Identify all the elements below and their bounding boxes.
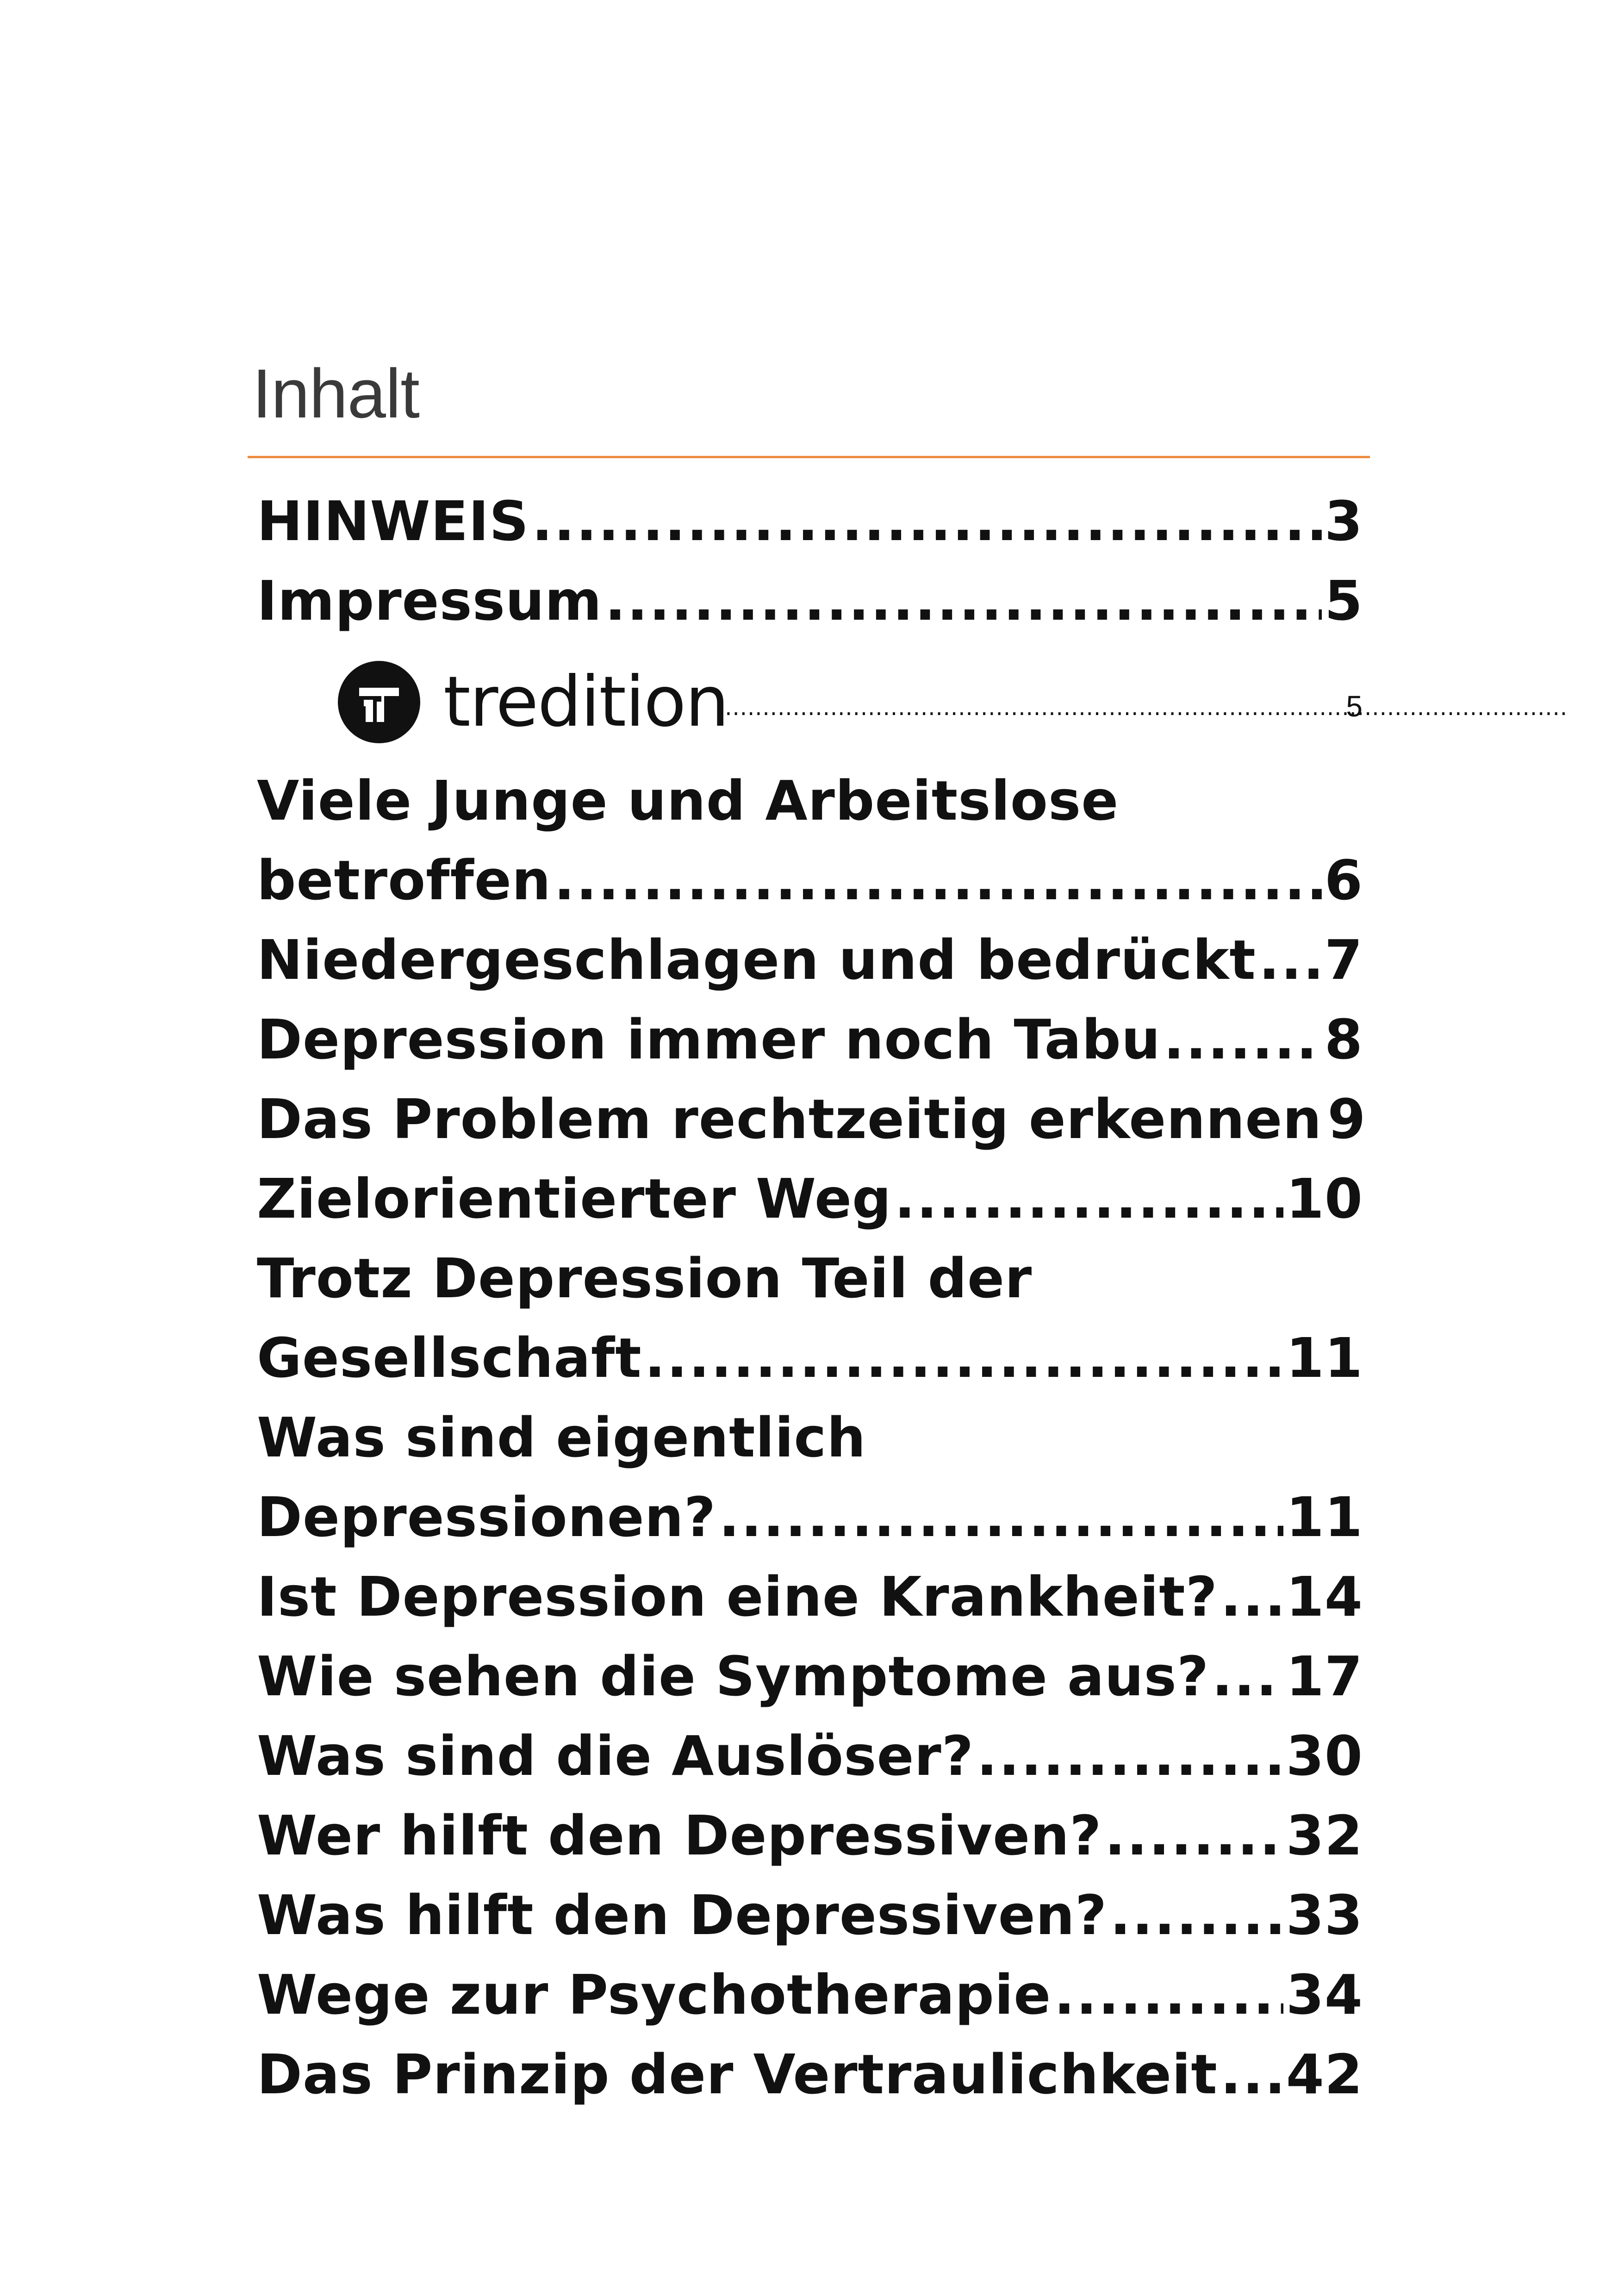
toc-entry-line2 [257,1477,1363,1557]
toc-heading: Inhalt [252,355,419,432]
toc-entry-title-line1: Viele Junge und Arbeitslose [257,769,1119,833]
toc-entry-title: Wie sehen die Symptome aus? [257,1644,1209,1708]
toc-entry-zielorientierter-weg[interactable] [257,1159,1363,1238]
dot-leader [1105,1796,1283,1875]
toc-entry-symptome[interactable] [257,1636,1363,1716]
dot-leader [1110,1875,1283,1955]
toc-entry-page: 14 [1286,1565,1363,1629]
toc-entry-page: 11 [1286,1485,1363,1549]
toc-entry-page: 10 [1286,1167,1363,1231]
toc-entry-title: Was sind die Auslöser? [257,1724,974,1788]
toc-entry-gesellschaft[interactable] [257,1238,1363,1398]
toc-entry-title: Zielorientierter Weg [257,1167,892,1231]
dot-leader [1220,1557,1283,1636]
toc-entry-impressum[interactable] [257,561,1363,641]
toc-entry-title-line2: Depressionen? [257,1485,716,1549]
toc-entry-page: 32 [1286,1804,1363,1867]
toc-entry-ausloeser[interactable] [257,1716,1363,1796]
toc-entry-line2 [257,840,1363,920]
toc-entry-title: Niedergeschlagen und bedrückt [257,928,1256,992]
toc-entry-page: 11 [1286,1326,1363,1390]
dot-leader [977,1716,1283,1796]
toc-entry-was-hilft[interactable] [257,1875,1363,1955]
dot-leader [894,1159,1283,1238]
toc-entry-hinweis[interactable] [257,481,1363,561]
dot-leader [645,1318,1283,1398]
toc-entry-title: Das Problem rechtzeitig erkennen [257,1087,1322,1151]
toc-entry-wer-hilft[interactable] [257,1796,1363,1875]
tredition-logo-text: tredition [443,662,728,742]
toc-entry-viele-junge[interactable] [257,761,1363,920]
toc-entry-page: 30 [1286,1724,1363,1788]
toc-entry-title: Depression immer noch Tabu [257,1008,1161,1071]
dot-leader [717,694,1569,722]
toc-entry-page: 33 [1286,1883,1363,1947]
toc-entry-title-line1: Was sind eigentlich [257,1406,866,1469]
dot-leader [1259,920,1322,1000]
toc-entry-line2 [257,1318,1363,1398]
toc-entry-title: Was hilft den Depressiven? [257,1883,1108,1947]
dot-leader [554,840,1322,920]
toc-entry-title-line2: Gesellschaft [257,1326,642,1390]
dot-leader [1212,1636,1283,1716]
tredition-logo-icon [338,661,420,743]
toc-entry-depressionen[interactable] [257,1398,1363,1557]
toc-entry-problem-erkennen[interactable] [257,1079,1366,1159]
toc-entry-page: 34 [1286,1963,1363,2027]
toc-entry-tredition[interactable] [257,641,1363,761]
toc-entry-title-line1: Trotz Depression Teil der [257,1246,1033,1310]
toc-entry-title: Das Prinzip der Vertraulichkeit [257,2042,1218,2106]
dot-leader [1054,1955,1283,2035]
toc-entry-page: 42 [1286,2042,1363,2106]
toc-entry-psychotherapie[interactable] [257,1955,1363,2035]
toc-entry-page: 5 [1346,690,1363,723]
dot-leader [532,481,1322,561]
tredition-logo [338,658,728,746]
dot-leader [1220,2035,1283,2114]
dot-leader [1164,1000,1322,1079]
table-of-contents [257,481,1366,2114]
toc-entry-title: Impressum [257,569,602,633]
toc-entry-page: 6 [1324,848,1363,912]
toc-entry-vertraulichkeit[interactable] [257,2035,1363,2114]
toc-entry-page: 8 [1324,1008,1363,1071]
heading-divider [248,456,1370,458]
toc-entry-page: 17 [1286,1644,1363,1708]
toc-entry-krankheit[interactable] [257,1557,1363,1636]
toc-entry-page: 7 [1324,928,1363,992]
toc-entry-title: Wege zur Psychotherapie [257,1963,1052,2027]
toc-entry-title-line2: betroffen [257,848,551,912]
toc-entry-page: 9 [1327,1087,1366,1151]
toc-entry-page: 3 [1324,489,1363,553]
toc-entry-tabu[interactable] [257,1000,1363,1079]
toc-entry-title: Ist Depression eine Krankheit? [257,1565,1218,1629]
toc-entry-page: 5 [1324,569,1363,633]
dot-leader [719,1477,1283,1557]
dot-leader [605,561,1322,641]
toc-entry-title: Wer hilft den Depressiven? [257,1804,1102,1867]
toc-entry-title: HINWEIS [257,489,529,553]
toc-entry-niedergeschlagen[interactable] [257,920,1363,1000]
